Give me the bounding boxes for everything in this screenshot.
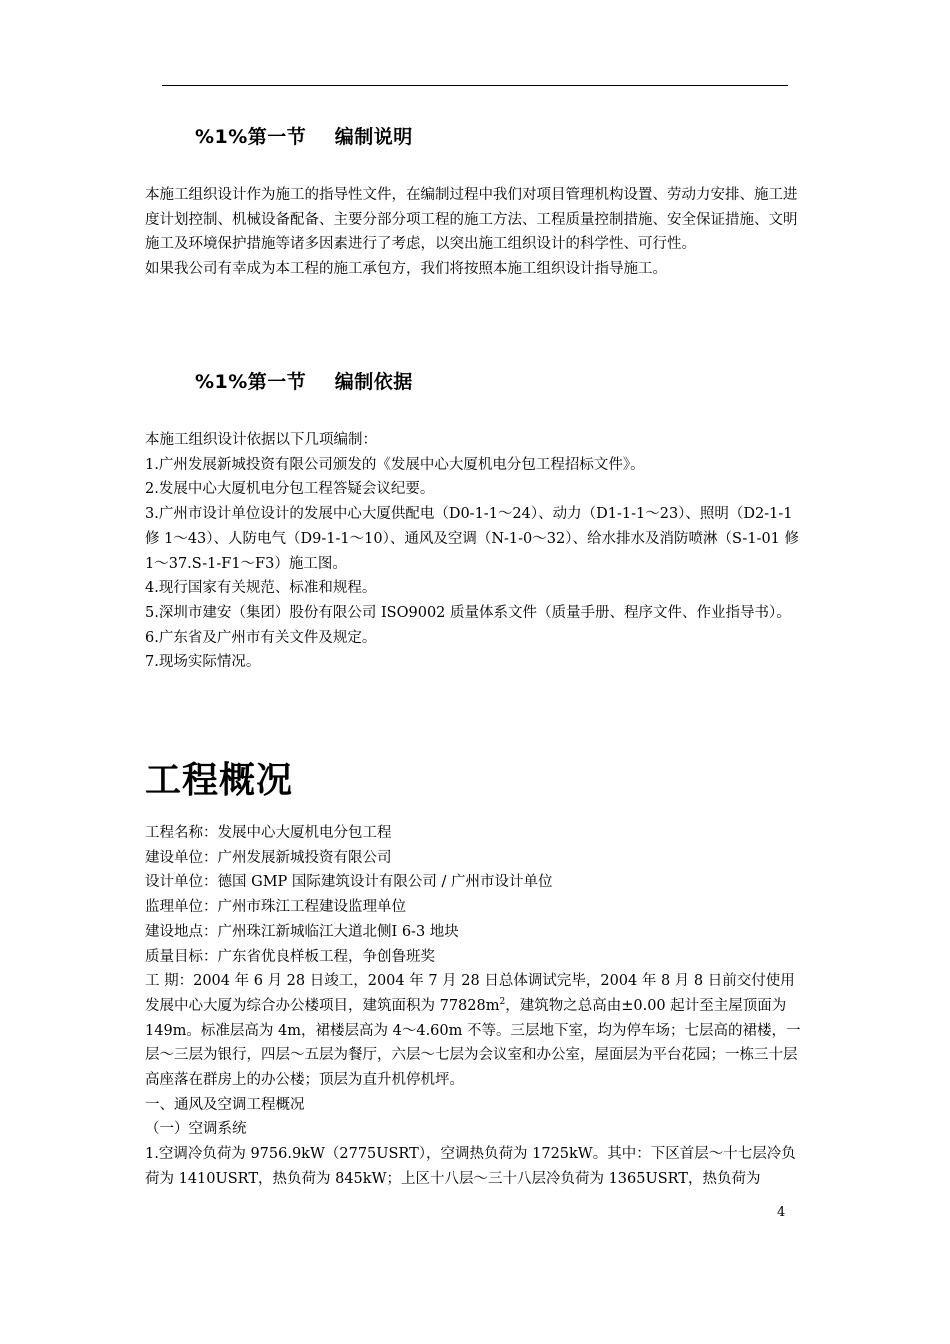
subheading: 一、通风及空调工程概况 (145, 1096, 305, 1113)
section-heading-compilation-basis: %1%第一节 编制依据 (195, 371, 413, 393)
section-heading-compilation-notes: %1%第一节 编制说明 (195, 126, 413, 148)
info-line: 工 期：2004 年 6 月 28 日竣工，2004 年 7 月 28 日总体调试完毕，2004 年 8 月 8 日前交付使用 (145, 973, 795, 990)
list-item: 5.深圳市建安（集团）股份有限公司 ISO9002 质量体系文件（质量手册、程序文件、作业指导书）。 (145, 604, 791, 621)
paragraph-intro: 本施工组织设计依据以下几项编制： (145, 432, 377, 448)
info-line: 建设地点：广州珠江新城临江大道北侧Ⅰ 6-3 地块 (145, 923, 459, 940)
overview-body (145, 821, 810, 1192)
list-item: 2.发展中心大厦机电分包工程答疑会议纪要。 (145, 481, 435, 498)
info-line: 质量目标：广东省优良样板工程，争创鲁班奖 (145, 948, 435, 965)
paragraph: 本施工组织设计作为施工的指导性文件，在编制过程中我们对项目管理机构设置、劳动力安排、施工进度计划控制、机械设备配备、主要分部分项工程的施工方法、工程质量控制措施、安全保证措施、文明施工及环境保护措施等诸多因素进行了考虑，以突出施工组织设计的科学性、可行性。 (145, 187, 798, 253)
chapter-title: 工程概况 (145, 759, 294, 801)
paragraph: 如果我公司有幸成为本工程的施工承包方，我们将按照本施工组织设计指导施工。 (145, 261, 667, 278)
desc-part1: 发展中心大厦为综合办公楼项目，建筑面积为 77828m (145, 997, 500, 1014)
paragraph: 1.空调冷负荷为 9756.9kW（2775USRT），空调热负荷为 1725kW。其中：下区首层～十七层冷负荷为 1410USRT，热负荷为 845kW；上区十八层～三十八层冷负荷为 1365USRT，热负荷为 (145, 1146, 796, 1187)
superscript: 2 (499, 997, 506, 1008)
info-line: 设计单位：德国 GMP 国际建筑设计有限公司 / 广州市设计单位 (145, 874, 553, 891)
info-line: 监理单位：广州市珠江工程建设监理单位 (145, 899, 406, 916)
list-item: 4.现行国家有关规范、标准和规程。 (145, 580, 377, 597)
subheading: （一）空调系统 (145, 1121, 247, 1138)
header-rule (162, 85, 788, 86)
list-item: 3.广州市设计单位设计的发展中心大厦供配电（D0-1-1～24）、动力（D1-1-1～23）、照明（D2-1-1 修 1～43）、人防电气（D9-1-1～10）、通风及空调（N-1-0～32）、给水排水及消防喷淋（S-1-01 修 1～37.S-1-F1～F3）施工图。 (145, 506, 800, 572)
page-number: 4 (777, 1205, 786, 1220)
info-line: 建设单位：广州发展新城投资有限公司 (145, 849, 392, 866)
section1-body (145, 183, 810, 282)
list-item: 7.现场实际情况。 (145, 654, 261, 671)
section2-body (145, 428, 810, 675)
info-line: 工程名称：发展中心大厦机电分包工程 (145, 825, 392, 841)
desc-part2: ，建筑物之总高由±0.00 起计至主屋顶面为 149m。标准层高为 4m，裙楼层高为 4～4.60m 不等。三层地下室，均为停车场；七层高的裙楼，一层～三层为银行，四层～五层为餐厅，六层～七层为会议室和办公室，屋面层为平台花园；一栋三十层高座落在群房上的办公楼；顶层为直升机停机坪。 (145, 997, 801, 1089)
list-item: 1.广州发展新城投资有限公司颁发的《发展中心大厦机电分包工程招标文件》。 (145, 456, 645, 473)
list-item: 6.广东省及广州市有关文件及规定。 (145, 629, 377, 646)
project-description (145, 994, 810, 1093)
